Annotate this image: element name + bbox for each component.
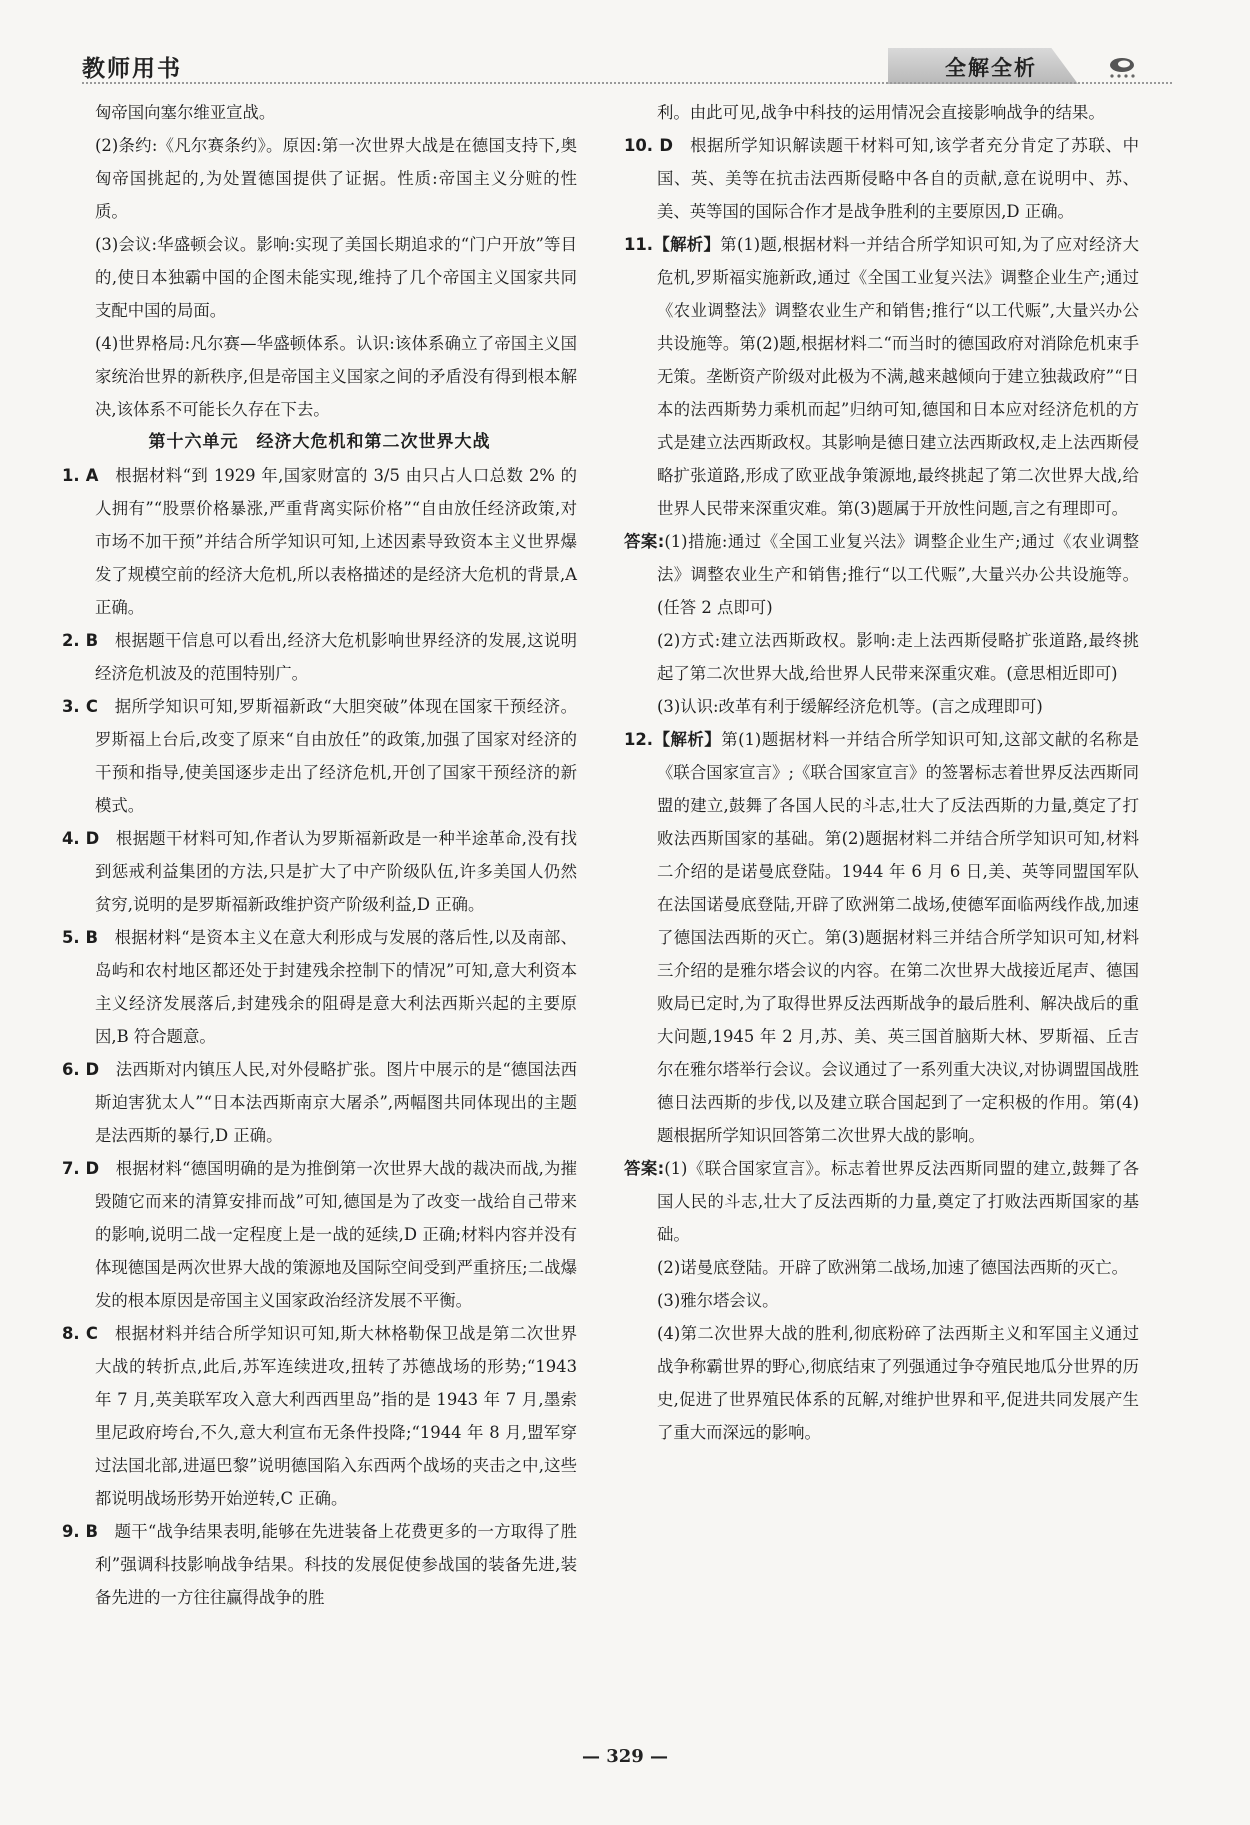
paragraph: 利。由此可见,战争中科技的运用情况会直接影响战争的结果。: [657, 103, 1105, 122]
item-text: 根据材料“到 1929 年,国家财富的 3/5 由只占人口总数 2% 的人拥有”“股票价格暴涨,严重背离实际价格”“自由放任经济政策,对市场不加干预”并结合所学知识可知,上述因素导致资本主义世界爆发了规模空前的经济大危机,所以表格描述的是经济大危机的背景,A 正确。: [95, 466, 577, 617]
analysis-tag: 【解析】: [653, 235, 721, 254]
question-number: 8. C: [62, 1324, 98, 1343]
answer-text: (1)《联合国家宣言》。标志着世界反法西斯同盟的建立,鼓舞了各国人民的斗志,壮大了反法西斯的力量,奠定了打败法西斯国家的基础。: [657, 1159, 1139, 1244]
question-number: 9. B: [62, 1522, 99, 1541]
paragraph: (2)条约:《凡尔赛条约》。原因:第一次世界大战是在德国支持下,奥匈帝国挑起的,为处置德国提供了证据。性质:帝国主义分赃的性质。: [95, 136, 577, 221]
right-column: [624, 96, 1139, 1449]
question-number: 12.: [624, 730, 654, 749]
question-number: 7. D: [62, 1159, 100, 1178]
paragraph: (4)世界格局:凡尔赛—华盛顿体系。认识:该体系确立了帝国主义国家统治世界的新秩序,但是帝国主义国家之间的矛盾没有得到根本解决,该体系不可能长久存在下去。: [95, 334, 577, 419]
question-number: 4. D: [62, 829, 100, 848]
answer-item: [62, 624, 577, 690]
question-number: 1. A: [62, 466, 99, 485]
item-text: 根据所学知识解读题干材料可知,该学者充分肯定了苏联、中国、英、美等在抗击法西斯侵略中各自的贡献,意在说明中、苏、美、英等国的国际合作才是战争胜利的主要原因,D 正确。: [657, 136, 1139, 221]
answer-item: [62, 1152, 577, 1317]
answer-item: [62, 1053, 577, 1152]
question-number: 10. D: [624, 136, 674, 155]
answer-item: [62, 1515, 577, 1614]
answer-text: (1)措施:通过《全国工业复兴法》调整企业生产;通过《农业调整法》调整农业生产和销售;推行“以工代赈”,大量兴办公共设施等。(任答 2 点即可): [657, 532, 1139, 617]
question-number: 5. B: [62, 928, 99, 947]
section-title: 全解全析: [945, 56, 1037, 80]
logo-icon: [1102, 52, 1146, 82]
item-text: 据所学知识可知,罗斯福新政“大胆突破”体现在国家干预经济。罗斯福上台后,改变了原来“自由放任”的政策,加强了国家对经济的干预和指导,使美国逐步走出了经济危机,开创了国家干预经济的新模式。: [95, 697, 577, 815]
question-number: 6. D: [62, 1060, 100, 1079]
question-number: 2. B: [62, 631, 99, 650]
paragraph: (3)会议:华盛顿会议。影响:实现了美国长期追求的“门户开放”等目的,使日本独霸中国的企图未能实现,维持了几个帝国主义国家共同支配中国的局面。: [95, 235, 577, 320]
book-title: 教师用书: [82, 56, 182, 82]
question-number: 3. C: [62, 697, 98, 716]
item-text: 第(1)题据材料一并结合所学知识可知,这部文献的名称是《联合国家宣言》;《联合国家宣言》的签署标志着世界反法西斯同盟的建立,鼓舞了各国人民的斗志,壮大了反法西斯的力量,奠定了打败法西斯国家的基础。第(2)题据材料二并结合所学知识可知,材料二介绍的是诺曼底登陆。1944 年 6 月 6 日,美、英等同盟国军队在法国诺曼底登陆,开辟了欧洲第二战场,使德军面临两线作战,加速了德国法西斯的灭亡。第(3)题据材料三并结合所学知识可知,材料三介绍的是雅尔塔会议的内容。在第二次世界大战接近尾声、德国败局已定时,为了取得世界反法西斯战争的最后胜利、解决战后的重大问题,1945 年 2 月,苏、美、英三国首脑斯大林、罗斯福、丘吉尔在雅尔塔举行会议。会议通过了一系列重大决议,对协调盟国战胜德日法西斯的步伐,以及建立联合国起到了一定积极的作用。第(4)题根据所学知识回答第二次世界大战的影响。: [657, 730, 1140, 1145]
item-text: 根据材料“是资本主义在意大利形成与发展的落后性,以及南部、岛屿和农村地区都还处于封建残余控制下的情况”可知,意大利资本主义经济发展落后,封建残余的阻碍是意大利法西斯兴起的主要原因,B 符合题意。: [95, 928, 577, 1046]
item-text: 根据材料并结合所学知识可知,斯大林格勒保卫战是第二次世界大战的转折点,此后,苏军连续进攻,扭转了苏德战场的形势;“1943 年 7 月,英美联军攻入意大利西西里岛”指的是 1943 年 7 月,墨索里尼政府垮台,不久,意大利宣布无条件投降;“1944 年 8 月,盟军穿过法国北部,进逼巴黎”说明德国陷入东西两个战场的夹击之中,这些都说明战场形势开始逆转,C 正确。: [95, 1324, 577, 1508]
item-text: 法西斯对内镇压人民,对外侵略扩张。图片中展示的是“德国法西斯迫害犹太人”“日本法西斯南京大屠杀”,两幅图共同体现出的主题是法西斯的暴行,D 正确。: [95, 1060, 577, 1145]
answer-item: [624, 228, 1139, 525]
answer-item: [62, 1317, 577, 1515]
unit-heading: 第十六单元 经济大危机和第二次世界大战: [148, 432, 491, 452]
item-text: 根据题干信息可以看出,经济大危机影响世界经济的发展,这说明经济危机波及的范围特别广。: [95, 631, 577, 683]
paragraph: (3)认识:改革有利于缓解经济危机等。(言之成理即可): [657, 697, 1043, 716]
answer-block: [624, 525, 1139, 624]
paragraph: 匈帝国向塞尔维亚宣战。: [95, 103, 276, 122]
answer-tag: 答案:: [624, 1159, 665, 1178]
answer-tag: 答案:: [624, 532, 665, 551]
answer-item: [62, 690, 577, 822]
answer-item: [62, 459, 577, 624]
item-text: 题干“战争结果表明,能够在先进装备上花费更多的一方取得了胜利”强调科技影响战争结果。科技的发展促使参战国的装备先进,装备先进的一方往往赢得战争的胜: [95, 1522, 577, 1607]
paragraph: (2)方式:建立法西斯政权。影响:走上法西斯侵略扩张道路,最终挑起了第二次世界大战,给世界人民带来深重灾难。(意思相近即可): [657, 631, 1139, 683]
item-text: 根据题干材料可知,作者认为罗斯福新政是一种半途革命,没有找到惩戒利益集团的方法,只是扩大了中产阶级队伍,许多美国人仍然贫穷,说明的是罗斯福新政维护资产阶级利益,D 正确。: [95, 829, 577, 914]
page-number: — 329 —: [581, 1746, 669, 1767]
answer-item: [624, 723, 1139, 1152]
paragraph: (4)第二次世界大战的胜利,彻底粉碎了法西斯主义和军国主义通过战争称霸世界的野心,彻底结束了列强通过争夺殖民地瓜分世界的历史,促进了世界殖民体系的瓦解,对维护世界和平,促进共同发展产生了重大而深远的影响。: [657, 1324, 1139, 1442]
answer-item: [62, 822, 577, 921]
paragraph: (3)雅尔塔会议。: [657, 1291, 779, 1310]
answer-item: [62, 921, 577, 1053]
left-column: [62, 96, 577, 1614]
answer-block: [624, 1152, 1139, 1251]
paragraph: (2)诺曼底登陆。开辟了欧洲第二战场,加速了德国法西斯的灭亡。: [657, 1258, 1128, 1277]
item-text: 第(1)题,根据材料一并结合所学知识可知,为了应对经济大危机,罗斯福实施新政,通过《全国工业复兴法》调整企业生产;通过《农业调整法》调整农业生产和销售;推行“以工代赈”,大量兴办公共设施等。第(2)题,根据材料二“而当时的德国政府对消除危机束手无策。垄断资产阶级对此极为不满,越来越倾向于建立独裁政府”“日本的法西斯势力乘机而起”归纳可知,德国和日本应对经济危机的方式是建立法西斯政权。其影响是德日建立法西斯政权,走上法西斯侵略扩张道路,形成了欧亚战争策源地,最终挑起了第二次世界大战,给世界人民带来深重灾难。第(3)题属于开放性问题,言之有理即可。: [657, 235, 1140, 518]
analysis-tag: 【解析】: [653, 730, 722, 749]
question-number: 11.: [624, 235, 654, 254]
answer-item: [624, 129, 1139, 228]
item-text: 根据材料“德国明确的是为推倒第一次世界大战的裁决而战,为摧毁随它而来的清算安排而战”可知,德国是为了改变一战给自己带来的影响,说明二战一定程度上是一战的延续,D 正确;材料内容并没有体现德国是两次世界大战的策源地及国际空间受到严重挤压;二战爆发的根本原因是帝国主义国家政治经济发展不平衡。: [95, 1159, 577, 1310]
header-divider: [82, 82, 1172, 84]
